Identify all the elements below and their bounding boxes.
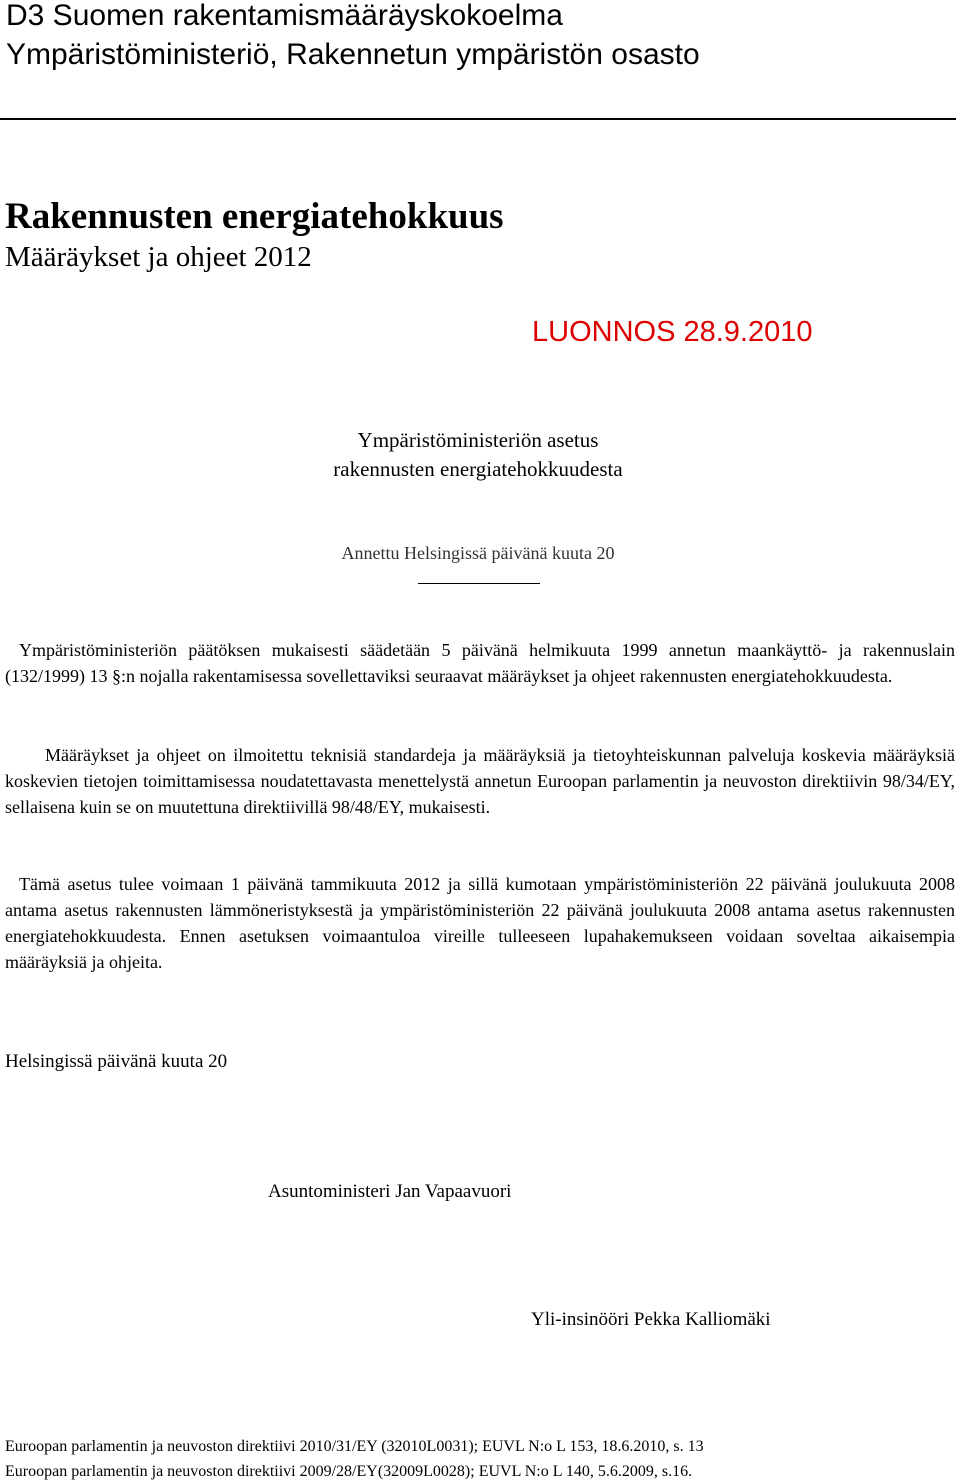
decree-paragraph-3: Tämä asetus tulee voimaan 1 päivänä tammikuuta 2012 ja sillä kumotaan ympäristöministeriön 22 päivänä joulukuuta 2008 antama asetus rakennusten lämmöneristyksestä ja ympäristöministeriön 22 päivänä joulukuuta 2008 antama asetus rakennusten energiatehokkuudesta. Ennen asetuksen voimaantuloa vireille tulleeseen lupahakemukseen voidaan soveltaa aikaisempia määräyksiä ja ohjeita. bbox=[5, 874, 955, 972]
footnote-2: Euroopan parlamentin ja neuvoston direktiivi 2009/28/EY(32009L0028); EUVL N:o L 140, 5.6.2009, s.16. bbox=[5, 1463, 693, 1480]
signing-place-date: Helsingissä päivänä kuuta 20 bbox=[5, 1051, 228, 1072]
decree-paragraph-1: Ympäristöministeriön päätöksen mukaisesti säädetään 5 päivänä helmikuuta 1999 annetun maankäyttö- ja rakennuslain (132/1999) 13 §:n nojalla rakentamisessa sovellettaviksi seuraavat määräykset ja ohjeet rakennusten energiatehokkuudesta. bbox=[5, 640, 955, 686]
short-divider bbox=[418, 583, 540, 584]
ministry-department: Ympäristöministeriö, Rakennetun ympäristön osasto bbox=[6, 38, 700, 71]
decree-title-line1: Ympäristöministeriön asetus bbox=[357, 428, 599, 452]
header-divider bbox=[0, 118, 956, 120]
collection-title: D3 Suomen rakentamismääräyskokoelma bbox=[6, 0, 563, 32]
decree-paragraph-2: Määräykset ja ohjeet on ilmoitettu teknisiä standardeja ja määräyksiä ja tietoyhteiskunnan palveluja koskevia määräyksiä koskevien tietojen toimittamisessa noudatettavasta menettelystä annetun Euroopan parlamentin ja neuvoston direktiivin 98/34/EY, sellaisena kuin se on muutettuna direktiivillä 98/48/EY, mukaisesti. bbox=[5, 745, 955, 817]
draft-label: LUONNOS 28.9.2010 bbox=[532, 316, 813, 348]
decree-title-line2: rakennusten energiatehokkuudesta bbox=[333, 457, 623, 481]
minister-signature: Asuntoministeri Jan Vapaavuori bbox=[268, 1181, 512, 1202]
engineer-signature: Yli-insinööri Pekka Kalliomäki bbox=[531, 1309, 771, 1330]
document-title: Rakennusten energiatehokkuus bbox=[5, 196, 504, 237]
decree-given-date: Annettu Helsingissä päivänä kuuta 20 bbox=[341, 543, 615, 563]
document-subtitle: Määräykset ja ohjeet 2012 bbox=[5, 241, 312, 273]
footnote-1: Euroopan parlamentin ja neuvoston direktiivi 2010/31/EY (32010L0031); EUVL N:o L 153, 18.6.2010, s. 13 bbox=[5, 1438, 704, 1455]
